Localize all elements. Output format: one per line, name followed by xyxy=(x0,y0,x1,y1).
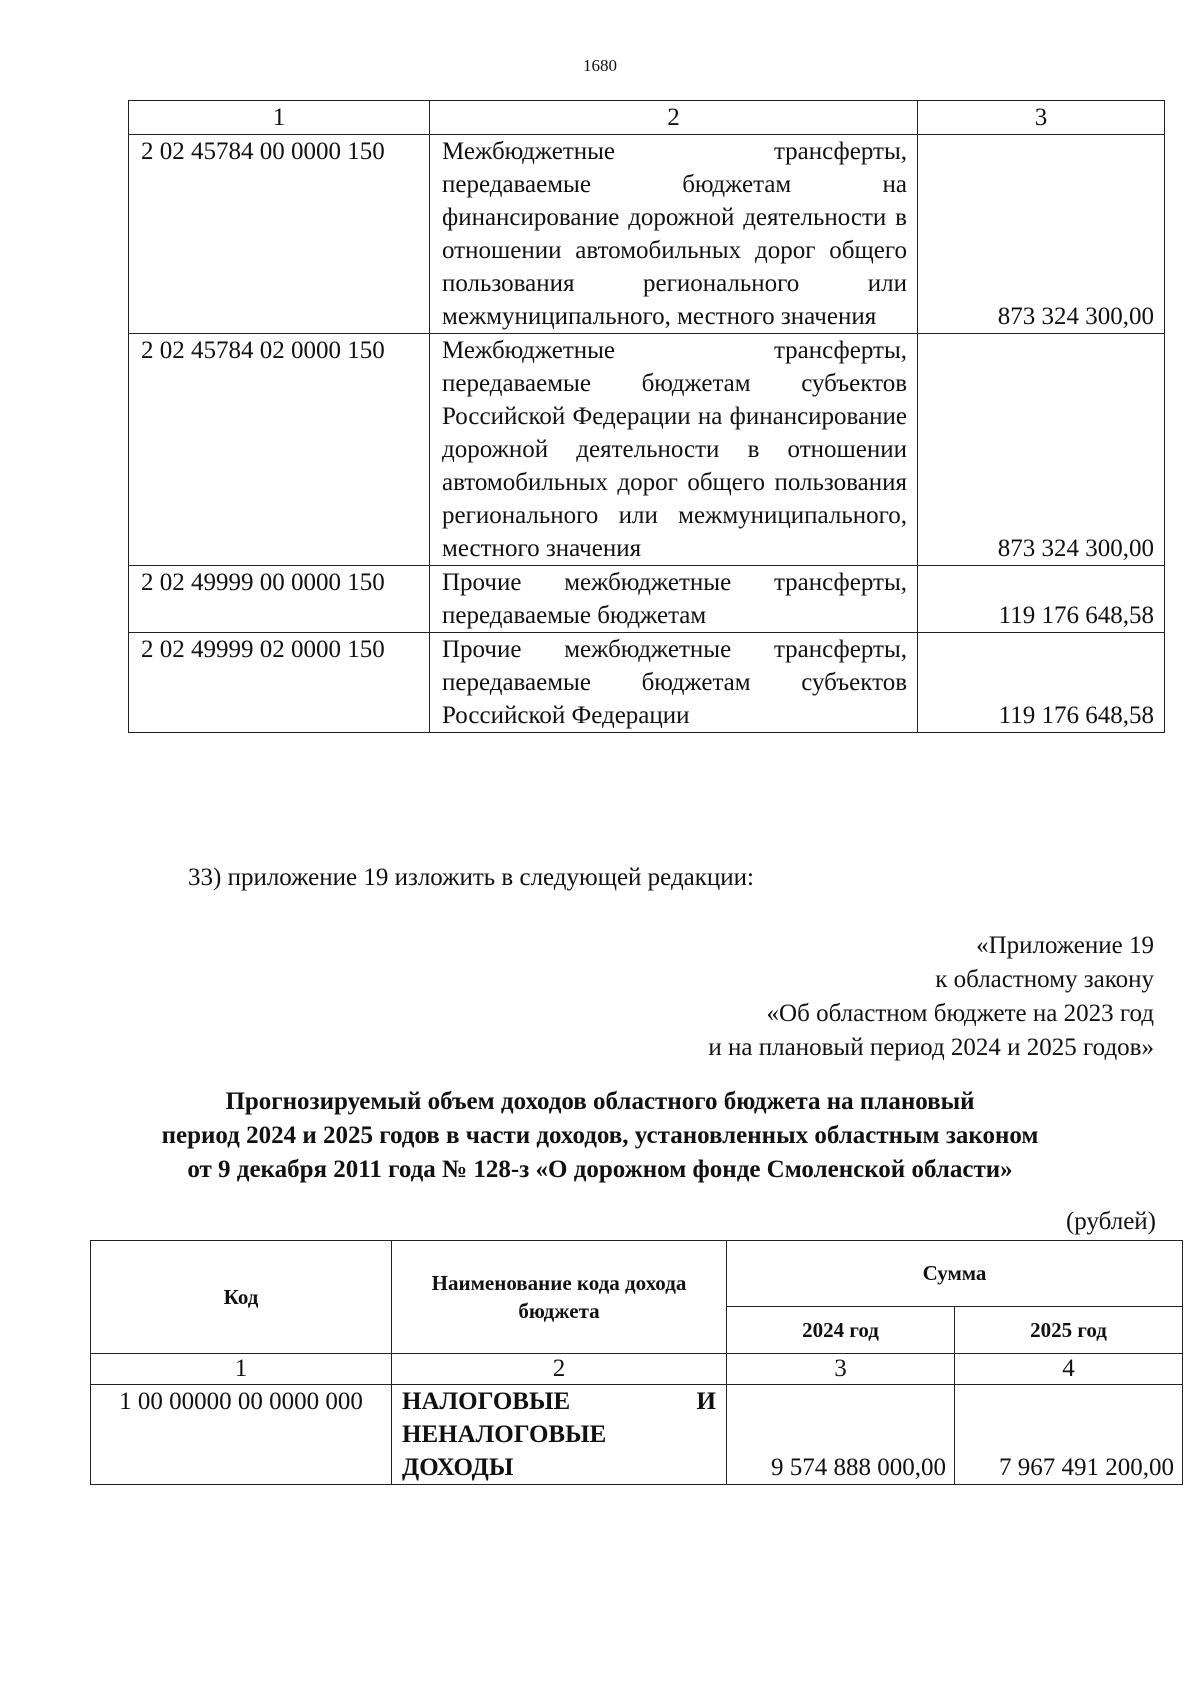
title-line: период 2024 и 2025 годов в части доходов, установленных областным законом xyxy=(161,1122,1039,1149)
units-label: (рублей) xyxy=(1065,1208,1156,1235)
appendix-header xyxy=(708,929,1154,1065)
column-number: 1 xyxy=(129,101,430,135)
appendix-line: «Приложение 19 xyxy=(976,932,1154,959)
column-number: 1 xyxy=(91,1354,392,1385)
table-row xyxy=(91,1385,1183,1485)
income-code: 2 02 45784 00 0000 150 xyxy=(129,135,430,334)
column-number: 2 xyxy=(392,1354,727,1385)
appendix-line: «Об областном бюджете на 2023 год xyxy=(766,1000,1154,1027)
amendment-text: 33) приложение 19 изложить в следующей редакции: xyxy=(188,864,754,891)
income-sum-2025: 7 967 491 200,00 xyxy=(955,1385,1183,1485)
transfers-table xyxy=(128,100,1165,733)
appendix-line: к областному закону xyxy=(935,966,1154,993)
header-sum: Сумма xyxy=(727,1241,1183,1307)
income-sum: 119 176 648,58 xyxy=(918,633,1165,733)
title-line: от 9 декабря 2011 года № 128-з «О дорожном фонде Смоленской области» xyxy=(187,1156,1013,1183)
income-name: НАЛОГОВЫЕ И НЕНАЛОГОВЫЕ ДОХОДЫ xyxy=(392,1385,727,1485)
income-code: 2 02 45784 02 0000 150 xyxy=(129,334,430,566)
income-sum-2024: 9 574 888 000,00 xyxy=(727,1385,955,1485)
header-year-2025: 2025 год xyxy=(955,1306,1183,1353)
table-header-row xyxy=(91,1241,1183,1307)
income-sum: 873 324 300,00 xyxy=(918,334,1165,566)
title-line: Прогнозируемый объем доходов областного бюджета на плановый xyxy=(225,1088,975,1115)
document-title xyxy=(60,1085,1140,1187)
income-sum: 119 176 648,58 xyxy=(918,566,1165,633)
column-number: 3 xyxy=(918,101,1165,135)
column-numbers-row xyxy=(91,1354,1183,1385)
column-number: 2 xyxy=(430,101,918,135)
income-name: Прочие межбюджетные трансферты, передаваемые бюджетам субъектов Российской Федерации xyxy=(430,633,918,733)
appendix-line: и на плановый период 2024 и 2025 годов» xyxy=(708,1034,1154,1061)
income-code: 2 02 49999 02 0000 150 xyxy=(129,633,430,733)
page-number: 1680 xyxy=(583,56,617,75)
header-year-2024: 2024 год xyxy=(727,1306,955,1353)
income-code: 2 02 49999 00 0000 150 xyxy=(129,566,430,633)
table-row xyxy=(129,334,1165,566)
table-row xyxy=(129,633,1165,733)
income-sum: 873 324 300,00 xyxy=(918,135,1165,334)
income-code: 1 00 00000 00 0000 000 xyxy=(91,1385,392,1485)
column-number: 4 xyxy=(955,1354,1183,1385)
header-code: Код xyxy=(91,1241,392,1354)
income-name: Межбюджетные трансферты, передаваемые бюджетам субъектов Российской Федерации на финансирование дорожной деятельности в отношении автомобильных дорог общего пользования регионального или межмуниципального, местного значения xyxy=(430,334,918,566)
table-row xyxy=(129,566,1165,633)
table-row xyxy=(129,135,1165,334)
income-name: Прочие межбюджетные трансферты, передаваемые бюджетам xyxy=(430,566,918,633)
table-header-row xyxy=(129,101,1165,135)
column-number: 3 xyxy=(727,1354,955,1385)
header-name: Наименование кода дохода бюджета xyxy=(392,1241,727,1354)
income-forecast-table xyxy=(90,1240,1183,1485)
income-name: Межбюджетные трансферты, передаваемые бюджетам на финансирование дорожной деятельности в отношении автомобильных дорог общего пользования регионального или межмуниципального, местного значения xyxy=(430,135,918,334)
